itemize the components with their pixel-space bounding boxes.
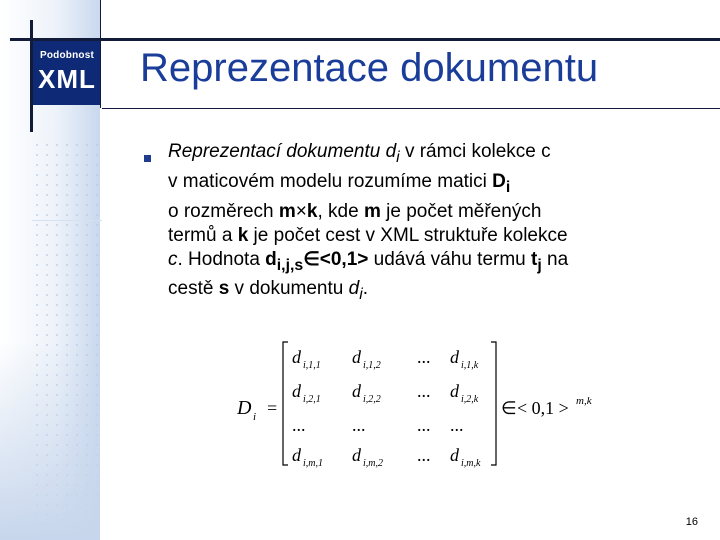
- top-horizontal-rule: [10, 38, 720, 41]
- times-symbol: ×: [295, 200, 307, 222]
- matrix-cell: d: [352, 347, 361, 367]
- set-superscript: m,k: [576, 395, 592, 407]
- matrix-cell: d: [292, 381, 301, 401]
- subscript: i: [505, 178, 511, 196]
- subscript: i: [396, 148, 400, 166]
- element-of-symbol: ∈: [303, 248, 320, 270]
- range: <0,1>: [319, 248, 369, 270]
- matrix-cell-subscript: i,m,1: [303, 458, 323, 469]
- text-line: [168, 140, 688, 170]
- text-segment: v rámci kolekce c: [399, 141, 551, 162]
- var-t: t: [531, 248, 538, 270]
- gradient-fade: [0, 340, 100, 540]
- text-segment: v dokumentu: [229, 278, 349, 300]
- matrix-cell: ...: [417, 445, 431, 465]
- var-k: k: [237, 224, 249, 246]
- var-d: d: [348, 278, 360, 300]
- matrix-cell: d: [292, 445, 301, 465]
- var-k: k: [306, 200, 318, 222]
- formula-lhs-subscript: i: [253, 411, 257, 423]
- set-notation: < 0,1 >: [517, 398, 569, 418]
- matrix-cell: d: [292, 347, 301, 367]
- left-vertical-rule: [30, 20, 33, 132]
- text-segment: .: [362, 278, 369, 300]
- text-segment: o rozměrech: [168, 200, 279, 222]
- var-m: m: [363, 200, 381, 222]
- matrix-cell: d: [450, 347, 459, 367]
- text-line: [168, 200, 688, 224]
- element-of-symbol: ∈: [501, 398, 517, 418]
- text-line: [168, 170, 688, 200]
- text-segment: udává váhu termu: [368, 248, 532, 270]
- text-segment: termů a: [168, 224, 238, 246]
- matrix-cell: d: [352, 381, 361, 401]
- text-segment: cestě: [168, 278, 219, 300]
- text-segment: v maticovém modelu rozumíme matici: [168, 170, 493, 192]
- var-c: c: [168, 248, 178, 270]
- matrix-formula: [237, 336, 607, 471]
- matrix-cell: ...: [417, 347, 431, 367]
- matrix-cell-subscript: i,2,2: [363, 394, 381, 405]
- subscript: i: [359, 286, 363, 304]
- text-segment: , kde: [317, 200, 364, 222]
- subscript: j: [537, 256, 542, 274]
- right-bracket: [491, 342, 496, 465]
- text-line: [168, 224, 688, 248]
- matrix-cell-subscript: i,1,k: [461, 360, 479, 371]
- matrix-cell: ...: [352, 415, 366, 435]
- matrix-cell: ...: [292, 415, 306, 435]
- logo-divider: [100, 0, 101, 108]
- logo-line2: XML: [38, 64, 96, 94]
- formula-equals: =: [267, 398, 278, 418]
- matrix-cell-subscript: i,2,k: [461, 394, 479, 405]
- var-d: d: [265, 248, 277, 270]
- page-number: 16: [685, 516, 698, 528]
- text-line: [168, 248, 688, 278]
- matrix-cell-subscript: i,m,k: [461, 458, 481, 469]
- xml-logo: [33, 40, 101, 105]
- matrix-cells: [292, 347, 481, 469]
- var-m: m: [278, 200, 296, 222]
- title-underline: [102, 108, 720, 109]
- matrix-cell: d: [352, 445, 361, 465]
- matrix-cell-subscript: i,m,2: [363, 458, 383, 469]
- text-segment: je počet cest v XML struktuře kolekce: [248, 224, 568, 246]
- var-s: s: [218, 278, 230, 300]
- matrix-cell: ...: [417, 415, 431, 435]
- text-segment: je počet měřených: [380, 200, 542, 222]
- matrix-cell: ...: [450, 415, 464, 435]
- text-segment: . Hodnota: [177, 248, 266, 270]
- matrix-cell-subscript: i,1,1: [303, 360, 321, 371]
- matrix-cell-subscript: i,1,2: [363, 360, 381, 371]
- logo-line1: Podobnost: [39, 50, 94, 61]
- text-segment: na: [541, 248, 569, 270]
- bullet-marker: [144, 155, 151, 162]
- decorative-line: [32, 200, 102, 221]
- matrix-cell-subscript: i,2,1: [303, 394, 321, 405]
- matrix-cell: d: [450, 381, 459, 401]
- subscript: i,j,s: [276, 256, 304, 274]
- left-bracket: [283, 342, 288, 465]
- matrix-cell: d: [450, 445, 459, 465]
- slide-title: Reprezentace dokumentu: [140, 46, 599, 90]
- text-line: [168, 277, 688, 307]
- matrix-cell: ...: [417, 381, 431, 401]
- formula-lhs: D: [237, 397, 252, 419]
- body-paragraph: [168, 140, 688, 307]
- text-segment: Reprezentací dokumentu d: [168, 141, 397, 162]
- matrix-symbol: D: [492, 170, 506, 192]
